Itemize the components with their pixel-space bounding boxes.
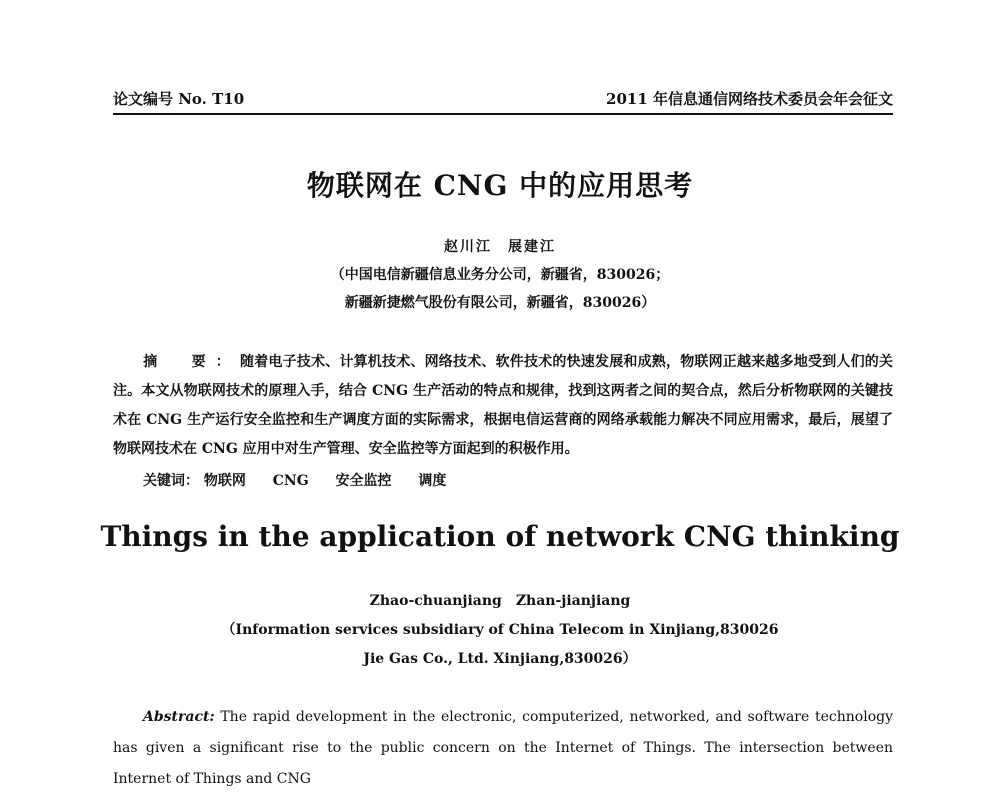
chinese-title: 物联网在 CNG 中的应用思考 bbox=[306, 169, 694, 202]
english-authors: Zhao-chuanjiang Zhan-jianjiang bbox=[369, 593, 631, 609]
chinese-authors: 赵川江 展建江 bbox=[444, 239, 556, 255]
header-divider bbox=[113, 113, 893, 115]
page-header bbox=[113, 88, 893, 110]
chinese-abstract-text: 随着电子技术、计算机技术、网络技术、软件技术的快速发展和成熟，物联网正越来越多地受到人们的关注。本文从物联网技术的原理入手，结合 CNG 生产活动的特点和规律，找到这两者之间的契合点，然后分析物联网的关键技术在 CNG 生产运行安全监控和生产调度方面的实际需求，根据电信运营商的网络承载能力解决不同应用需求，最后，展望了物联网技术在 CNG 应用中对生产管理、安全监控等方面起到的积极作用。 bbox=[113, 354, 893, 457]
english-abstract-text: The rapid development in the electronic, computerized, networked, and software technology has given a significant rise to the public concern on the Internet of Things. The intersection between Internet of Things and CNG bbox=[113, 709, 894, 787]
keyword: 调度 bbox=[418, 473, 447, 489]
chinese-keywords bbox=[143, 470, 468, 490]
english-affiliation-line-2: Jie Gas Co., Ltd. Xinjiang,830026） bbox=[363, 651, 637, 667]
english-abstract-label: Abstract: bbox=[143, 709, 215, 725]
keyword: 物联网 bbox=[203, 473, 246, 489]
paper-number: 论文编号 No. T10 bbox=[113, 90, 245, 108]
chinese-affiliation-line-2: 新疆新捷燃气股份有限公司，新疆省，830026） bbox=[344, 295, 656, 311]
chinese-affiliation-line-1: （中国电信新疆信息业务分公司，新疆省，830026； bbox=[330, 267, 670, 283]
keyword: 安全监控 bbox=[335, 473, 392, 489]
chinese-abstract-label: 摘 要： bbox=[143, 354, 240, 370]
english-abstract bbox=[113, 702, 893, 795]
conference-name: 2011 年信息通信网络技术委员会年会征文 bbox=[606, 90, 893, 108]
keyword: CNG bbox=[272, 473, 309, 489]
english-affiliation-line-1: （Information services subsidiary of China Telecom in Xinjiang,830026 bbox=[221, 622, 779, 638]
chinese-abstract bbox=[113, 348, 893, 464]
english-title: Things in the application of network CNG thinking bbox=[100, 520, 900, 553]
keywords-label: 关键词： bbox=[143, 473, 199, 489]
